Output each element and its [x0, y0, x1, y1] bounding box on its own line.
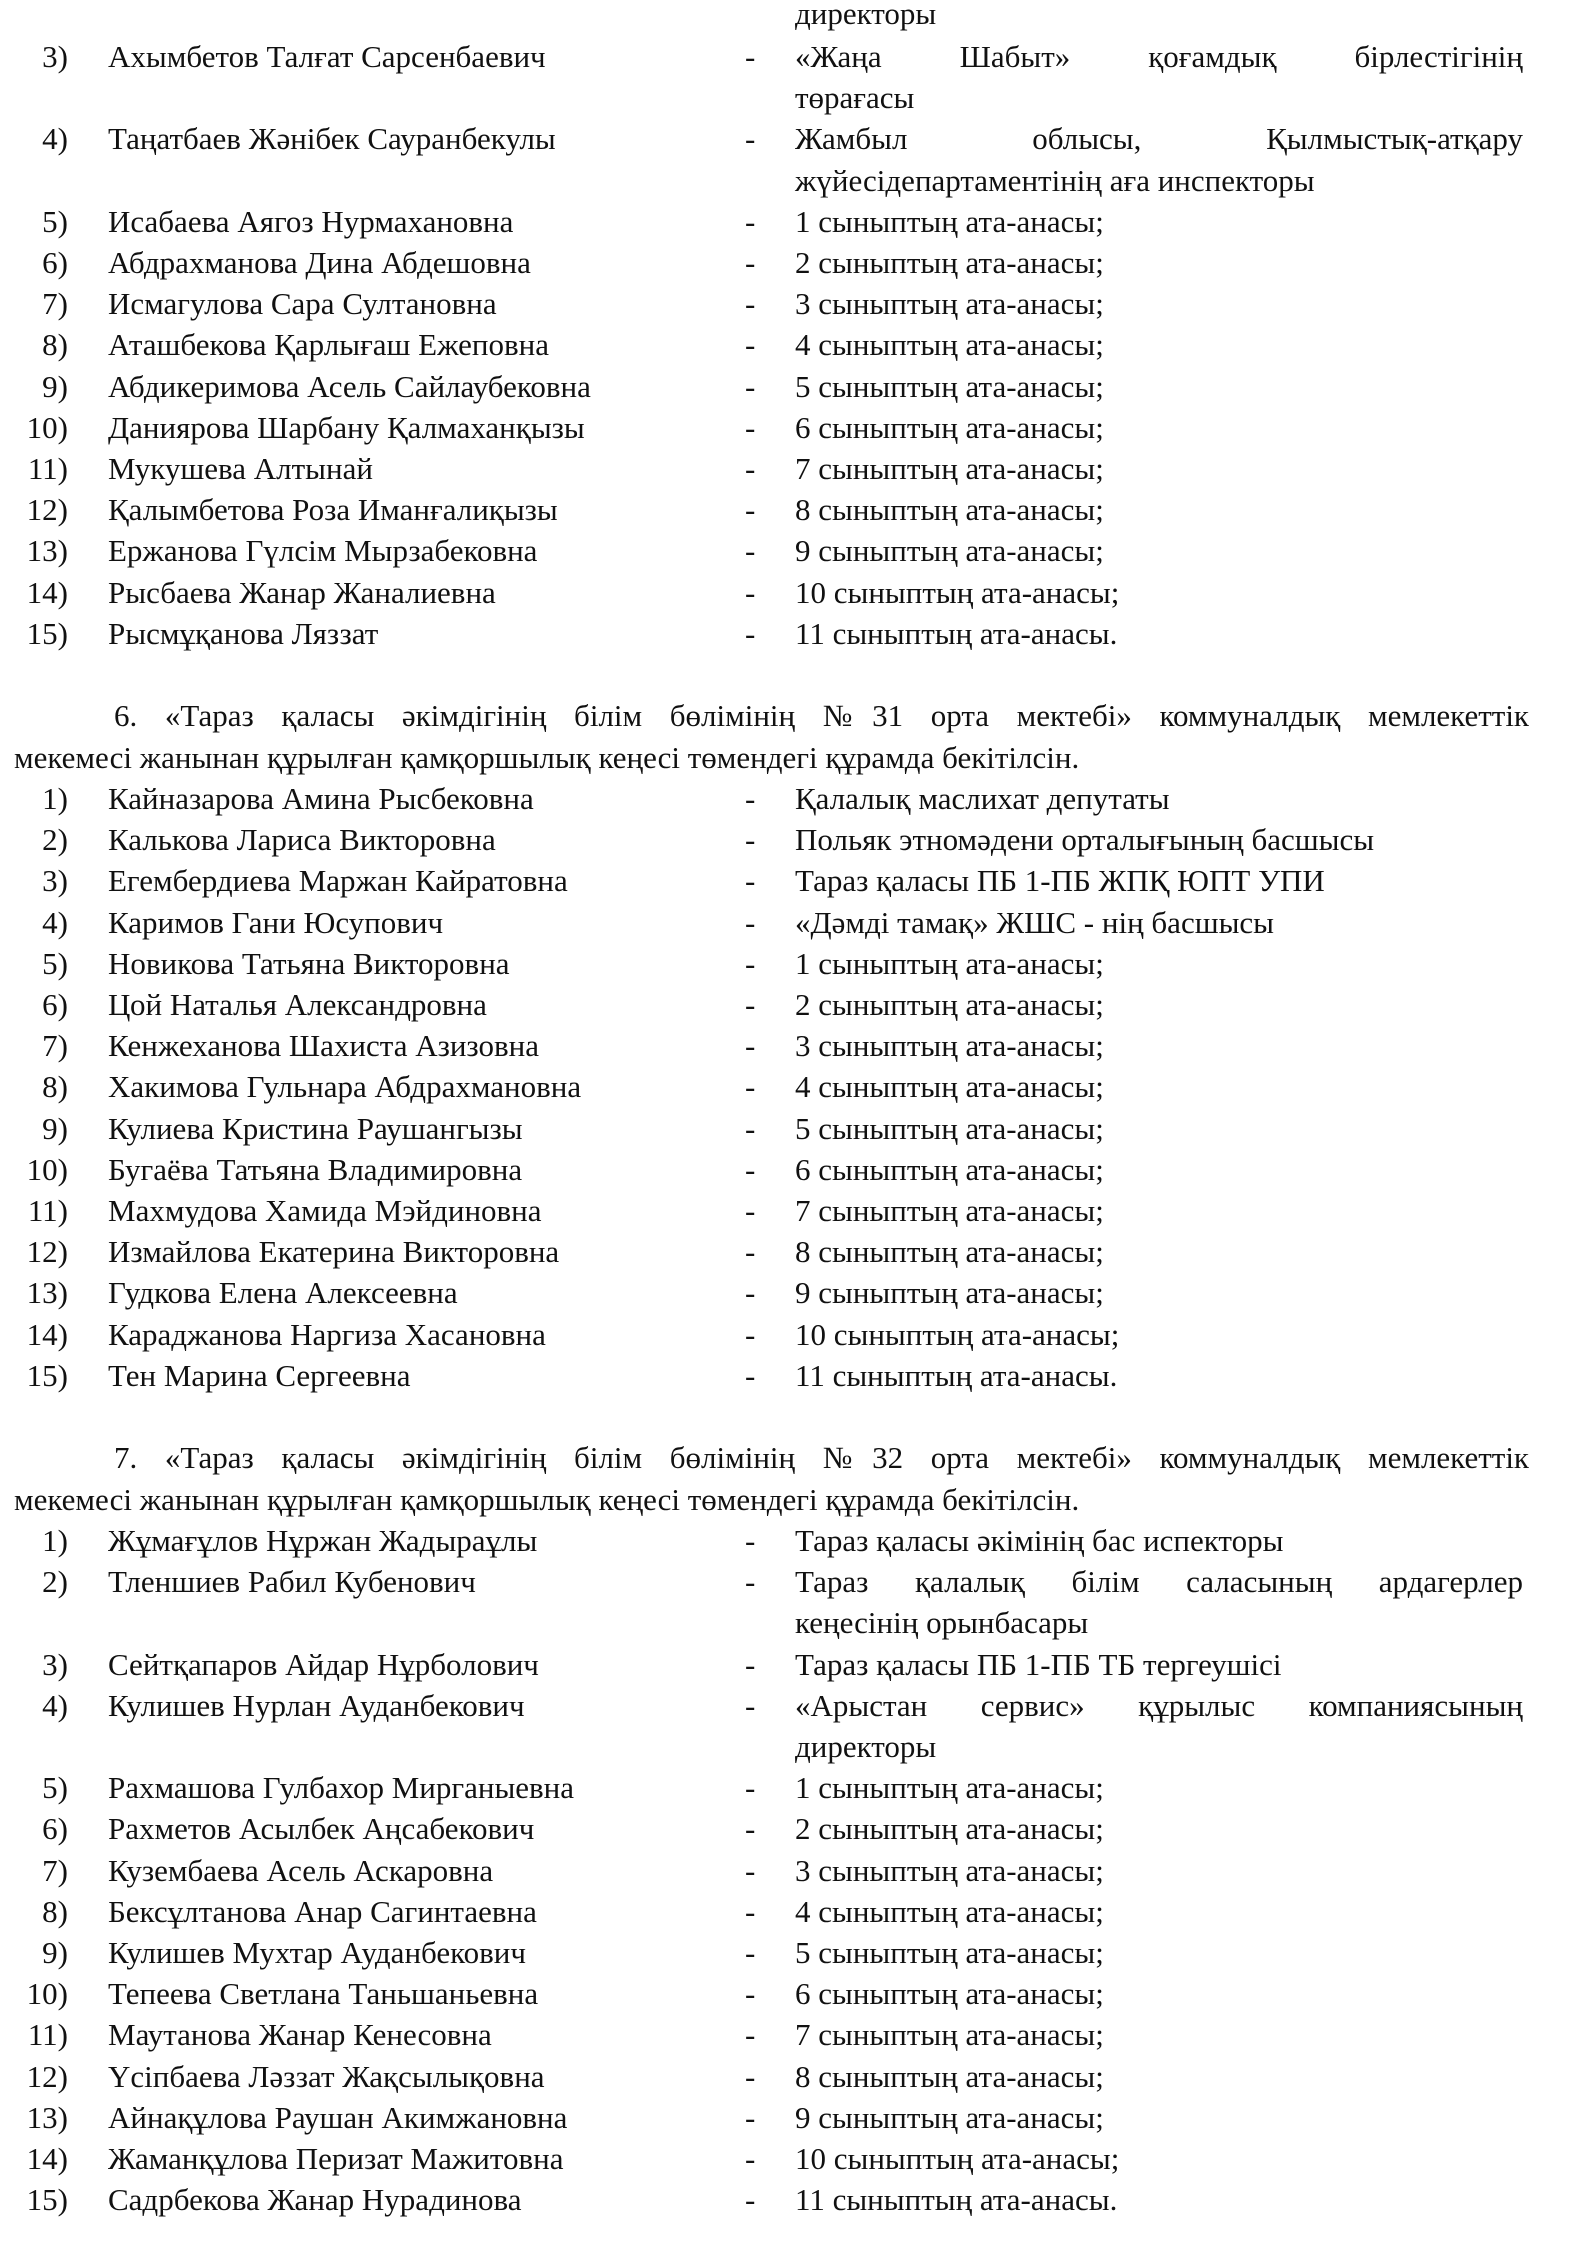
section-heading-paragraph [14, 695, 1529, 779]
member-name: Хакимова Гульнара Абдрахмановна [108, 1069, 582, 1105]
dash-separator: - [745, 492, 756, 528]
member-name: Аташбекова Қарлығаш Ежеповна [108, 327, 549, 363]
member-role: 4 сыныптың ата-анасы; [795, 1069, 1104, 1105]
member-role: директоры [795, 0, 937, 31]
member-name: Сейтқапаров Айдар Нұрболович [108, 1646, 539, 1682]
member-row [0, 448, 1575, 490]
member-role: 2 сыныптың ата-анасы; [795, 1811, 1104, 1847]
member-row [0, 819, 1575, 861]
member-name: Каримов Гани Юсупович [108, 904, 444, 940]
member-row [0, 2179, 1575, 2221]
member-name: Тепеева Светлана Таньшаньевна [108, 1976, 539, 2012]
member-row [0, 118, 1575, 160]
member-number: 14) [26, 2141, 68, 2176]
member-row [0, 1355, 1575, 1397]
member-role: Жамбыл облысы, Қылмыстық-атқару [795, 121, 1523, 157]
member-row [0, 1685, 1575, 1727]
dash-separator: - [745, 2099, 756, 2135]
member-name: Ахымбетов Талғат Сарсенбаевич [108, 39, 546, 74]
member-name: Жаманқұлова Перизат Мажитовна [108, 2141, 564, 2176]
dash-separator: - [745, 822, 756, 858]
member-name: Таңатбаев Жәнібек Сауранбекулы [108, 121, 556, 157]
member-name: Цой Наталья Александровна [108, 987, 487, 1022]
member-role: «Дәмді тамақ» ЖШС - нің басшысы [795, 904, 1274, 940]
member-name: Тленшиев Рабил Кубенович [108, 1564, 476, 1600]
member-role: 9 сыныптың ата-анасы; [795, 1275, 1104, 1311]
member-role: Тараз қалалық білім саласының ардагерлер [795, 1564, 1523, 1600]
member-name: Измайлова Екатерина Викторовна [108, 1234, 560, 1270]
dash-separator: - [745, 1976, 756, 2012]
dash-separator: - [745, 451, 756, 486]
dash-separator: - [745, 863, 756, 899]
member-role: 6 сыныптың ата-анасы; [795, 1976, 1104, 2012]
member-role: Тараз қаласы ПБ 1-ПБ ЖПҚ ЮПТ УПИ [795, 863, 1325, 899]
dash-separator: - [745, 2017, 756, 2053]
member-role: директоры [795, 1729, 937, 1764]
member-number: 9) [42, 1935, 68, 1970]
member-row [0, 984, 1575, 1026]
dash-separator: - [745, 1151, 756, 1187]
member-number: 11) [27, 1193, 68, 1228]
member-role: 11 сыныптың ата-анасы. [795, 615, 1118, 651]
member-role: 7 сыныптың ата-анасы; [795, 1193, 1104, 1228]
member-role: төрағасы [795, 80, 915, 116]
continued-role-line [0, 0, 1575, 35]
member-name: Калькова Лариса Викторовна [108, 822, 496, 858]
member-name: Рысмұқанова Ляззат [108, 615, 379, 651]
dash-separator: - [745, 245, 756, 280]
member-role: 2 сыныптың ата-анасы; [795, 245, 1104, 280]
member-role: 9 сыныптың ата-анасы; [795, 533, 1104, 569]
member-row [0, 36, 1575, 78]
member-number: 12) [26, 492, 68, 528]
member-row [0, 1973, 1575, 2015]
dash-separator: - [745, 1275, 756, 1311]
member-number: 6) [42, 1811, 68, 1847]
member-row [0, 1561, 1575, 1603]
member-row [0, 201, 1575, 243]
member-name: Үсіпбаева Ләззат Жақсылықовна [108, 2058, 545, 2094]
dash-separator: - [745, 1687, 756, 1723]
member-name: Абдрахманова Дина Абдешовна [108, 245, 531, 280]
member-number: 10) [26, 1151, 68, 1187]
member-row [0, 2097, 1575, 2139]
member-role: 8 сыныптың ата-анасы; [795, 492, 1104, 528]
member-number: 13) [26, 2099, 68, 2135]
member-number: 2) [42, 822, 68, 858]
member-name: Исабаева Аягоз Нурмахановна [108, 203, 514, 239]
member-row [0, 530, 1575, 572]
member-number: 3) [42, 39, 68, 74]
member-name: Даниярова Шарбану Қалмаханқызы [108, 409, 585, 445]
dash-separator: - [745, 2182, 756, 2218]
member-role-continuation [0, 160, 1575, 202]
dash-separator: - [745, 2058, 756, 2094]
paragraph-line-2: мекемесі жанынан құрылған қамқоршылық кеңесі төмендегі құрамда бекітілсін. [14, 1482, 1080, 1517]
member-role: 3 сыныптың ата-анасы; [795, 286, 1104, 322]
member-row [0, 324, 1575, 366]
member-row [0, 1231, 1575, 1273]
member-role-continuation [0, 1602, 1575, 1644]
dash-separator: - [745, 1893, 756, 1929]
member-name: Кулишев Нурлан Ауданбекович [108, 1687, 525, 1723]
member-number: 4) [42, 1687, 68, 1723]
member-number: 7) [42, 286, 68, 322]
member-role: 7 сыныптың ата-анасы; [795, 2017, 1104, 2053]
member-row [0, 572, 1575, 614]
member-role: 1 сыныптың ата-анасы; [795, 203, 1104, 239]
member-role: 4 сыныптың ата-анасы; [795, 1893, 1104, 1929]
member-name: Кайназарова Амина Рысбековна [108, 781, 534, 816]
member-number: 3) [42, 863, 68, 899]
dash-separator: - [745, 1811, 756, 1847]
dash-separator: - [745, 1852, 756, 1888]
member-number: 13) [26, 1275, 68, 1311]
member-row [0, 2014, 1575, 2056]
member-role-continuation [0, 77, 1575, 119]
member-name: Кулишев Мухтар Ауданбекович [108, 1935, 526, 1970]
member-number: 8) [42, 1893, 68, 1929]
dash-separator: - [745, 781, 756, 816]
member-name: Жұмағұлов Нұржан Жадыраұлы [108, 1523, 538, 1558]
dash-separator: - [745, 574, 756, 610]
dash-separator: - [745, 1069, 756, 1105]
member-name: Исмагулова Сара Султановна [108, 286, 497, 322]
member-row [0, 1644, 1575, 1686]
member-name: Кенжеханова Шахиста Азизовна [108, 1028, 539, 1064]
member-role: 5 сыныптың ата-анасы; [795, 368, 1104, 404]
member-number: 4) [42, 121, 68, 157]
member-name: Кулиева Кристина Раушангызы [108, 1110, 523, 1146]
member-role: Тараз қаласы әкімінің бас испекторы [795, 1523, 1284, 1558]
member-role: 9 сыныптың ата-анасы; [795, 2099, 1104, 2135]
member-row [0, 1808, 1575, 1850]
member-name: Ержанова Гүлсім Мырзабековна [108, 533, 538, 569]
dash-separator: - [745, 2141, 756, 2176]
member-name: Махмудова Хамида Мэйдиновна [108, 1193, 542, 1228]
member-row [0, 1149, 1575, 1191]
member-row [0, 366, 1575, 408]
member-role-continuation [0, 1726, 1575, 1768]
member-name: Рахмашова Гулбахор Мирганыевна [108, 1770, 575, 1806]
member-name: Рахметов Асылбек Аңсабекович [108, 1811, 535, 1847]
member-row [0, 613, 1575, 655]
paragraph-line-1: 6. «Тараз қаласы әкімдігінің білім бөлімінің №31 орта мектебі» коммуналдық мемлекеттік [114, 698, 1529, 733]
dash-separator: - [745, 1110, 756, 1146]
member-name: Мукушева Алтынай [108, 451, 373, 486]
dash-separator: - [745, 1193, 756, 1228]
dash-separator: - [745, 615, 756, 651]
member-name: Айнақұлова Раушан Акимжановна [108, 2099, 568, 2135]
dash-separator: - [745, 286, 756, 322]
member-name: Новикова Татьяна Викторовна [108, 945, 510, 981]
member-role: 11 сыныптың ата-анасы. [795, 1357, 1118, 1393]
member-number: 10) [26, 1976, 68, 2012]
member-role: Қалалық маслихат депутаты [795, 781, 1170, 816]
member-number: 11) [27, 451, 68, 486]
member-number: 5) [42, 945, 68, 981]
dash-separator: - [745, 1564, 756, 1600]
member-row [0, 242, 1575, 284]
member-number: 15) [26, 1357, 68, 1393]
member-role: 5 сыныптың ата-анасы; [795, 1110, 1104, 1146]
member-role: 8 сыныптың ата-анасы; [795, 2058, 1104, 2094]
member-row [0, 1850, 1575, 1892]
member-number: 6) [42, 987, 68, 1022]
member-role: кеңесінің орынбасары [795, 1605, 1089, 1641]
member-role: 10 сыныптың ата-анасы; [795, 1316, 1120, 1352]
member-name: Тен Марина Сергеевна [108, 1357, 411, 1393]
member-number: 7) [42, 1852, 68, 1888]
member-role: 2 сыныптың ата-анасы; [795, 987, 1104, 1022]
member-name: Маутанова Жанар Кенесовна [108, 2017, 492, 2053]
dash-separator: - [745, 1316, 756, 1352]
member-number: 12) [26, 2058, 68, 2094]
paragraph-line-2: мекемесі жанынан құрылған қамқоршылық кеңесі төмендегі құрамда бекітілсін. [14, 740, 1080, 775]
dash-separator: - [745, 533, 756, 569]
member-role: 4 сыныптың ата-анасы; [795, 327, 1104, 363]
member-name: Рысбаева Жанар Жаналиевна [108, 574, 496, 610]
dash-separator: - [745, 1028, 756, 1064]
member-row [0, 778, 1575, 820]
member-role: 7 сыныптың ата-анасы; [795, 451, 1104, 486]
dash-separator: - [745, 368, 756, 404]
dash-separator: - [745, 1646, 756, 1682]
member-row [0, 1520, 1575, 1562]
member-row [0, 1190, 1575, 1232]
member-number: 14) [26, 574, 68, 610]
member-role: 10 сыныптың ата-анасы; [795, 2141, 1120, 2176]
member-name: Қалымбетова Роза Иманғалиқызы [108, 492, 558, 528]
member-number: 1) [42, 781, 68, 816]
member-row [0, 407, 1575, 449]
member-number: 12) [26, 1234, 68, 1270]
member-name: Абдикеримова Асель Сайлаубековна [108, 368, 591, 404]
member-number: 10) [26, 409, 68, 445]
member-row [0, 1767, 1575, 1809]
member-role: Тараз қаласы ПБ 1-ПБ ТБ тергеушісі [795, 1646, 1282, 1682]
dash-separator: - [745, 987, 756, 1022]
member-name: Гудкова Елена Алексеевна [108, 1275, 458, 1311]
dash-separator: - [745, 1357, 756, 1393]
member-name: Караджанова Наргиза Хасановна [108, 1316, 546, 1352]
dash-separator: - [745, 39, 756, 74]
dash-separator: - [745, 409, 756, 445]
member-number: 15) [26, 615, 68, 651]
member-number: 9) [42, 368, 68, 404]
member-row [0, 2138, 1575, 2180]
member-name: Егембердиева Маржан Кайратовна [108, 863, 568, 899]
member-name: Кузембаева Асель Аскаровна [108, 1852, 494, 1888]
member-number: 15) [26, 2182, 68, 2218]
member-role: Польяк этномәдени орталығының басшысы [795, 822, 1375, 858]
member-role: 3 сыныптың ата-анасы; [795, 1028, 1104, 1064]
member-row [0, 860, 1575, 902]
member-role: 10 сыныптың ата-анасы; [795, 574, 1120, 610]
dash-separator: - [745, 327, 756, 363]
member-row [0, 1025, 1575, 1067]
member-row [0, 283, 1575, 325]
member-role: жүйесідепартаментінің аға инспекторы [795, 162, 1315, 198]
member-number: 5) [42, 203, 68, 239]
member-number: 2) [42, 1564, 68, 1600]
member-number: 13) [26, 533, 68, 569]
member-number: 14) [26, 1316, 68, 1352]
member-row [0, 1272, 1575, 1314]
member-row [0, 1066, 1575, 1108]
member-number: 4) [42, 904, 68, 940]
member-number: 7) [42, 1028, 68, 1064]
member-role: 6 сыныптың ата-анасы; [795, 409, 1104, 445]
member-number: 8) [42, 327, 68, 363]
member-role: «Арыстан сервис» құрылыс компаниясының [795, 1687, 1523, 1723]
member-row [0, 1932, 1575, 1974]
member-name: Садрбекова Жанар Нурадинова [108, 2182, 522, 2218]
member-name: Бексұлтанова Анар Сагинтаевна [108, 1893, 537, 1929]
member-role: 1 сыныптың ата-анасы; [795, 945, 1104, 981]
member-number: 5) [42, 1770, 68, 1806]
dash-separator: - [745, 904, 756, 940]
member-row [0, 2056, 1575, 2098]
paragraph-line-1: 7. «Тараз қаласы әкімдігінің білім бөлімінің №32 орта мектебі» коммуналдық мемлекеттік [114, 1440, 1529, 1475]
member-role: «Жаңа Шабыт» қоғамдық бірлестігінің [795, 39, 1523, 74]
dash-separator: - [745, 1935, 756, 1970]
dash-separator: - [745, 121, 756, 157]
dash-separator: - [745, 945, 756, 981]
section-heading-paragraph [14, 1437, 1529, 1521]
member-name: Бугаёва Татьяна Владимировна [108, 1151, 523, 1187]
member-row [0, 1314, 1575, 1356]
member-role: 11 сыныптың ата-анасы. [795, 2182, 1118, 2218]
member-number: 1) [42, 1523, 68, 1558]
member-number: 9) [42, 1110, 68, 1146]
dash-separator: - [745, 1770, 756, 1806]
member-number: 6) [42, 245, 68, 280]
member-number: 3) [42, 1646, 68, 1682]
member-role: 3 сыныптың ата-анасы; [795, 1852, 1104, 1888]
member-role: 6 сыныптың ата-анасы; [795, 1151, 1104, 1187]
member-role: 5 сыныптың ата-анасы; [795, 1935, 1104, 1970]
member-row [0, 489, 1575, 531]
member-role: 8 сыныптың ата-анасы; [795, 1234, 1104, 1270]
dash-separator: - [745, 1523, 756, 1558]
member-row [0, 1891, 1575, 1933]
member-row [0, 1108, 1575, 1150]
dash-separator: - [745, 203, 756, 239]
member-row [0, 902, 1575, 944]
dash-separator: - [745, 1234, 756, 1270]
member-row [0, 943, 1575, 985]
member-role: 1 сыныптың ата-анасы; [795, 1770, 1104, 1806]
member-number: 11) [27, 2017, 68, 2053]
member-number: 8) [42, 1069, 68, 1105]
